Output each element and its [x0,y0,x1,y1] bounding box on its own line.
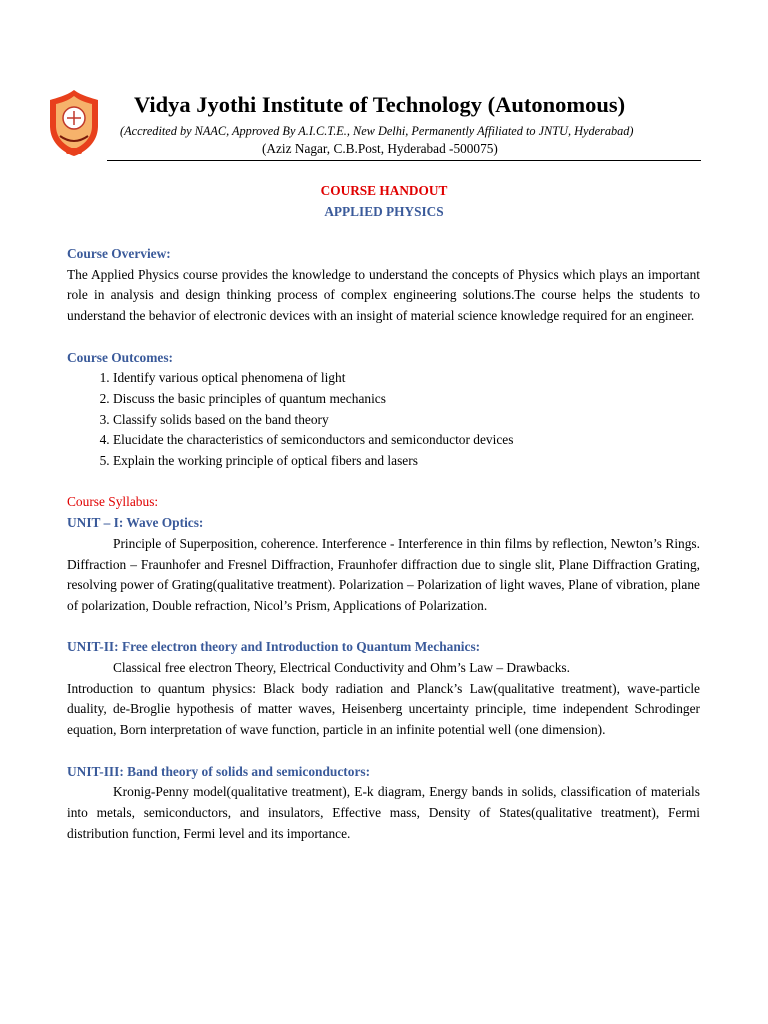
unit-3-title: UNIT-III: Band theory of solids and semiconductors: [67,763,371,779]
header-divider [107,160,701,161]
outcome-item: 4. Elucidate the characteristics of semiconductors and semiconductor devices [113,430,700,451]
unit-1-text: Principle of Superposition, coherence. Interference - Interference in thin films by reflection, Newton’s Rings. Diffraction – Fraunhofer and Fresnel Diffraction, Fraunhofer diffraction due to single slit, Plane Diffraction Grating, resolving power of Grating(qualitative treatment). Polarization – Polarization of light waves, Plane of vibration, plane of polarization, Double refraction, Nicol’s Prism, Applications of Polarization. [67,535,700,613]
unit-2-title: UNIT-II: Free electron theory and Introduction to Quantum Mechanics: [67,639,481,655]
unit-1-title: UNIT – I: Wave Optics: [67,515,204,531]
outcome-item: 5. Explain the working principle of optical fibers and lasers [113,451,700,472]
course-name: APPLIED PHYSICS [324,204,444,219]
outcome-item: 3. Classify solids based on the band theory [113,410,700,431]
institute-address: (Aziz Nagar, C.B.Post, Hyderabad -500075) [262,141,498,156]
institute-name: Vidya Jyothi Institute of Technology (Autonomous) [134,92,626,117]
outcome-item: 2. Discuss the basic principles of quantum mechanics [113,389,700,410]
syllabus-heading: Course Syllabus: [67,494,159,510]
unit-2-text: Classical free electron Theory, Electrical Conductivity and Ohm’s Law – Drawbacks. [113,660,570,676]
document-title: COURSE HANDOUT [320,183,448,198]
unit-3-text: Kronig-Penny model(qualitative treatment), E-k diagram, Energy bands in solids, classification of materials into metals, semiconductors, and insulators, Effective mass, Density of States(qualitative treatment), Fermi distribution function, Fermi level and its importance. [67,784,700,841]
unit-2-text: Introduction to quantum physics: Black body radiation and Planck’s Law(qualitative treatment), wave-particle duality, de-Broglie hypothesis of matter waves, Heisenberg uncertainty principle, time independent Schrodinger equation, Born interpretation of wave function, particle in an infinite potential well (one dimension). [67,680,700,738]
accreditation-line: (Accredited by NAAC, Approved By A.I.C.T.E., New Delhi, Permanently Affiliated to JNTU, Hyderabad) [120,124,634,138]
outcomes-list [67,368,700,472]
overview-text: The Applied Physics course provides the knowledge to understand the concepts of Physics which plays an important role in analysis and design thinking process of complex engineering solutions.The course helps the students to understand the behavior of electronic devices with an insight of material science knowledge required for an engineer. [67,266,700,324]
overview-heading: Course Overview: [67,246,171,261]
outcomes-heading: Course Outcomes: [67,349,173,365]
institute-logo-icon [46,86,102,158]
document-body [67,244,700,844]
outcome-item: 1. Identify various optical phenomena of light [113,368,700,389]
